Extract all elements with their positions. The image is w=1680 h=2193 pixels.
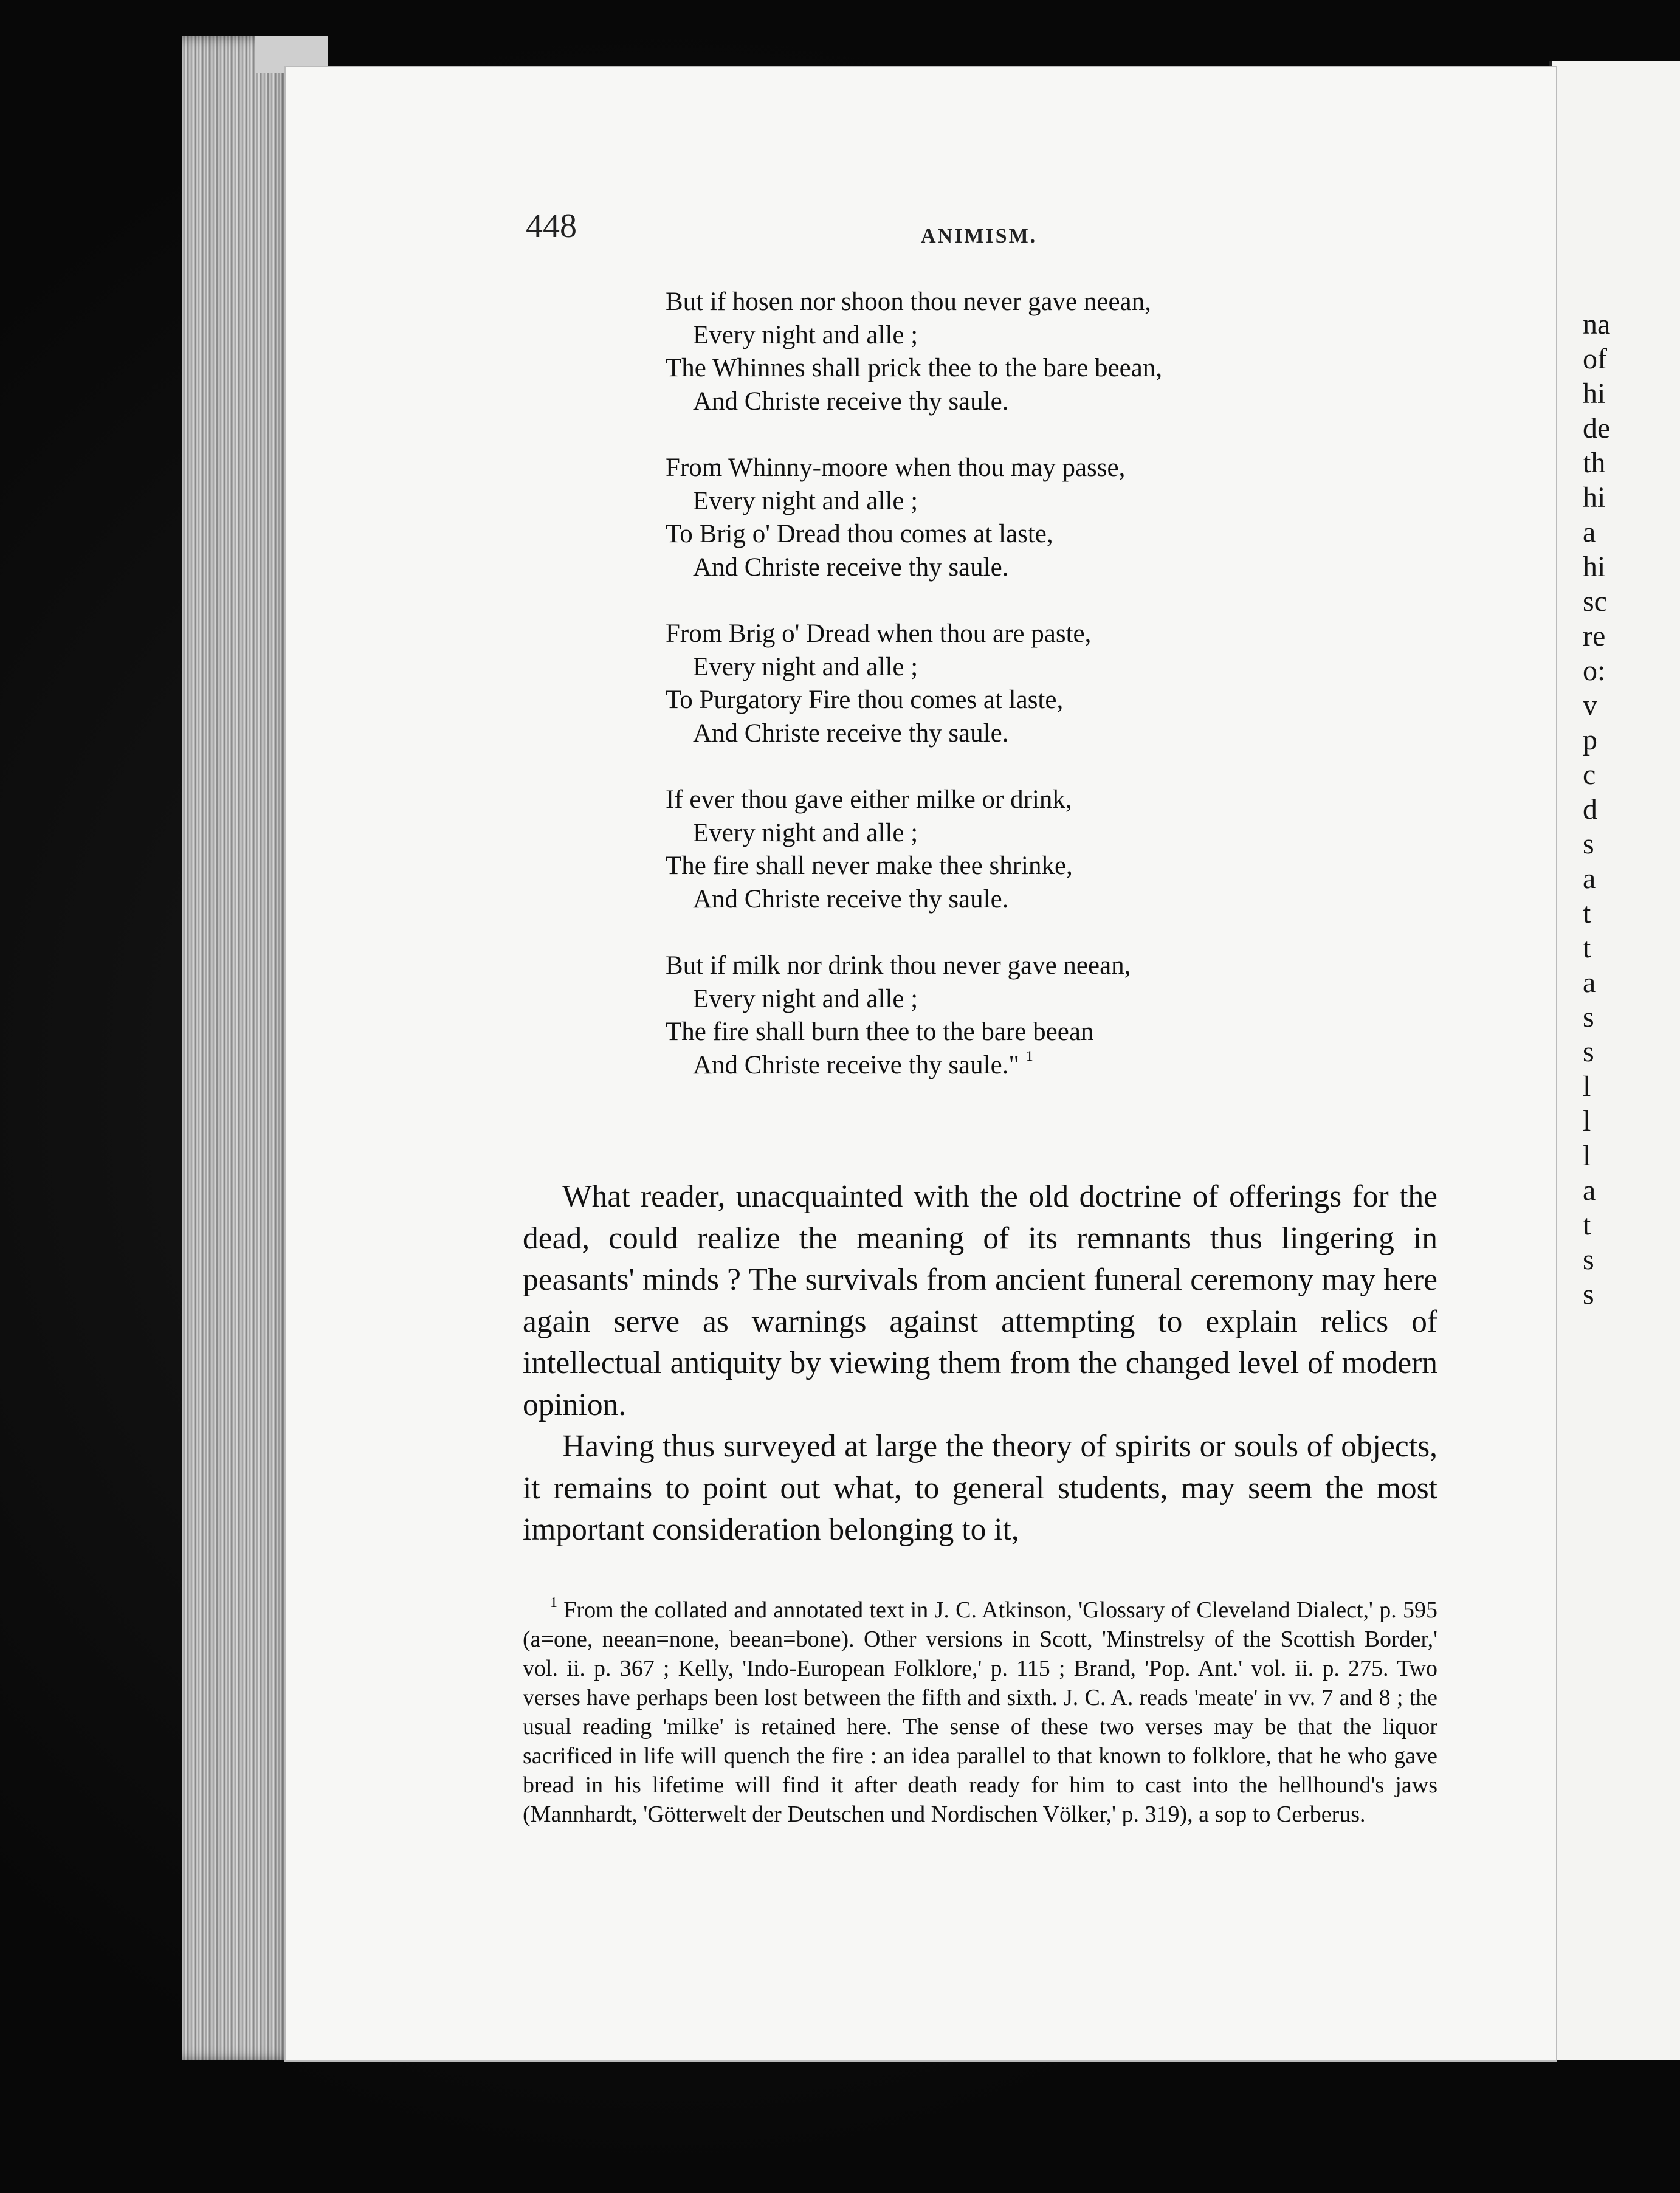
- facing-page-fragment: s: [1583, 828, 1594, 860]
- footnote-reference[interactable]: 1: [1025, 1048, 1033, 1064]
- poem: [666, 286, 1334, 1082]
- facing-page-fragment: a: [1583, 966, 1596, 999]
- page-number: 448: [526, 207, 577, 245]
- poem-line: And Christe receive thy saule.: [693, 884, 1009, 914]
- facing-page-fragment: l: [1583, 1105, 1591, 1137]
- poem-line: From Whinny-moore when thou may passe,: [666, 453, 1126, 482]
- poem-line: And Christe receive thy saule.: [693, 387, 1009, 416]
- facing-page-fragment: o:: [1583, 655, 1606, 687]
- poem-line: Every night and alle ;: [693, 486, 918, 515]
- poem-stanza: [666, 286, 1334, 418]
- poem-line: To Purgatory Fire thou comes at laste,: [666, 686, 1064, 714]
- facing-page-fragment: de: [1583, 412, 1611, 444]
- facing-page-fragment: t: [1583, 1209, 1591, 1241]
- paragraph: What reader, unacquainted with the old doctrine of offerings for the dead, could realize the meaning of its remnants thus lingering in peasants' minds ? The survivals from ancient funeral ceremony may here again serve as warnings against attempting to explain relics of intellectual antiquity by viewing them from the changed level of modern opinion.: [523, 1179, 1437, 1422]
- facing-page-fragment: th: [1583, 447, 1606, 479]
- facing-page-fragment: s: [1583, 1278, 1594, 1310]
- facing-page: [1549, 61, 1680, 2060]
- facing-page-fragment: sc: [1583, 585, 1607, 618]
- body-text: [523, 1176, 1437, 1551]
- facing-page-fragment: l: [1583, 1140, 1591, 1172]
- facing-page-fragment: hi: [1583, 481, 1606, 514]
- poem-line: Every night and alle ;: [693, 818, 918, 847]
- footnote-text: From the collated and annotated text in J. C. Atkinson, 'Glossary of Cleveland Dialect,' p. 595 (a=one, neean=none, beean=bone). Other versions in Scott, 'Minstrelsy of the Scottish Border,' vol. ii. p. 367 ; Kelly, 'Indo-European Folklore,' p. 115 ; Brand, 'Pop. Ant.' vol. ii. p. 275. Two verses have perhaps been lost between the fifth and sixth. J. C. A. reads 'meate' in vv. 7 and 8 ; the usual reading 'milke' is retained here. The sense of these two verses may be that the liquor sacrificed in life will quench the fire : an idea parallel to that known to folklore, that he who gave bread in his lifetime will find it after death ready for him to cast into the hellhound's jaws (Mannhardt, 'Götterwelt der Deutschen und Nordischen Völker,' p. 319), a sop to Cerberus.: [523, 1597, 1437, 1827]
- footnotes: [523, 1596, 1437, 1829]
- facing-page-fragment: d: [1583, 793, 1597, 825]
- poem-stanza: [666, 783, 1334, 916]
- facing-page-fragment: re: [1583, 620, 1606, 652]
- facing-page-fragment: t: [1583, 897, 1591, 929]
- facing-page-fragment: s: [1583, 1036, 1594, 1068]
- poem-stanza: [666, 618, 1334, 750]
- facing-page-fragment: of: [1583, 343, 1607, 375]
- poem-line: Every night and alle ;: [693, 320, 918, 349]
- poem-line: Every night and alle ;: [693, 984, 918, 1013]
- running-title: ANIMISM.: [921, 225, 1038, 247]
- paragraph: Having thus surveyed at large the theory of spirits or souls of objects, it remains to point out what, to general students, may seem the most important consideration belonging to it,: [523, 1429, 1437, 1547]
- facing-page-fragment: p: [1583, 724, 1597, 756]
- poem-stanza: [666, 949, 1334, 1082]
- poem-stanza: [666, 452, 1334, 584]
- poem-line-text: And Christe receive thy saule.": [693, 1050, 1019, 1079]
- facing-page-fragment: s: [1583, 1001, 1594, 1033]
- facing-page-fragment: l: [1583, 1070, 1591, 1103]
- poem-line: If ever thou gave either milke or drink,: [666, 785, 1072, 814]
- facing-page-fragment: v: [1583, 689, 1597, 721]
- facing-page-fragment: t: [1583, 932, 1591, 964]
- poem-line: The fire shall burn thee to the bare beean: [666, 1017, 1094, 1046]
- facing-page-fragment: hi: [1583, 377, 1606, 410]
- facing-page-fragment: na: [1583, 308, 1611, 340]
- facing-page-fragment: a: [1583, 1174, 1596, 1207]
- poem-line: But if hosen nor shoon thou never gave neean,: [666, 287, 1151, 316]
- poem-line: From Brig o' Dread when thou are paste,: [666, 619, 1092, 648]
- facing-page-fragment: a: [1583, 516, 1596, 548]
- poem-line: Every night and alle ;: [693, 652, 918, 681]
- facing-page-fragment: hi: [1583, 551, 1606, 583]
- footnote: [523, 1596, 1437, 1829]
- poem-line: And Christe receive thy saule.: [693, 718, 1009, 748]
- facing-page-fragment: s: [1583, 1244, 1594, 1276]
- footnote-number: 1: [550, 1595, 557, 1611]
- poem-line: But if milk nor drink thou never gave neean,: [666, 951, 1131, 980]
- poem-line: [666, 1049, 1334, 1083]
- poem-line: To Brig o' Dread thou comes at laste,: [666, 520, 1053, 548]
- poem-line: The Whinnes shall prick thee to the bare beean,: [666, 354, 1163, 382]
- facing-page-fragment: c: [1583, 759, 1596, 791]
- facing-page-fragment: a: [1583, 862, 1596, 895]
- poem-line: And Christe receive thy saule.: [693, 553, 1009, 582]
- poem-line: The fire shall never make thee shrinke,: [666, 852, 1073, 880]
- book-fore-edge: [182, 36, 292, 2060]
